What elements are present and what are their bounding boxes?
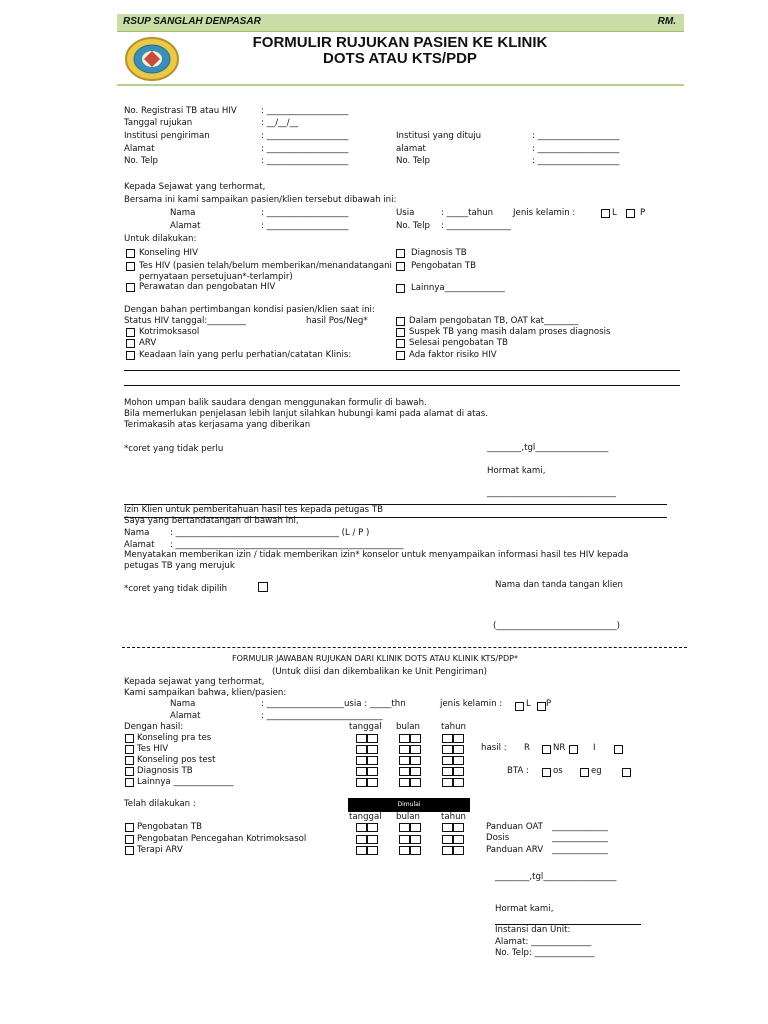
field-institusi-pengiriman[interactable]: : ___________________ <box>261 131 349 141</box>
result-row-date-box[interactable] <box>399 767 410 776</box>
dengan-hasil: Dengan hasil: <box>124 722 184 732</box>
field-tgl-rujukan[interactable]: : __/__/__ <box>261 118 299 128</box>
label-l: L <box>612 208 617 218</box>
result-row-date-box[interactable] <box>453 734 464 743</box>
checkbox-bta-other[interactable] <box>622 768 631 777</box>
result-row-date-box[interactable] <box>442 745 453 754</box>
result-row-date-box[interactable] <box>442 767 453 776</box>
label-panduan-arv: Panduan ARV <box>486 845 544 855</box>
nama-ttd-klien: Nama dan tanda tangan klien <box>495 580 623 590</box>
result-row-date-box[interactable] <box>399 745 410 754</box>
treatment-row-label: Terapi ARV <box>137 845 183 855</box>
result-row-checkbox[interactable] <box>125 778 134 787</box>
form-title-line2: DOTS ATAU KTS/PDP <box>323 50 477 67</box>
checkbox-r[interactable] <box>542 745 551 754</box>
treatment-row-date-box[interactable] <box>399 823 410 832</box>
result-row-date-box[interactable] <box>410 734 421 743</box>
label-nama-jawab: Nama <box>170 699 196 709</box>
result-row-date-box[interactable] <box>442 756 453 765</box>
hospital-name: RSUP SANGLAH DENPASAR <box>123 16 261 27</box>
checkbox-arv[interactable] <box>126 339 135 348</box>
coret-note: *coret yang tidak perlu <box>124 444 224 454</box>
label-lainnya: Lainnya______________ <box>411 283 505 293</box>
checkbox-pengobatan-tb[interactable] <box>396 262 405 271</box>
label-bta: BTA : <box>507 766 529 776</box>
treatment-row-date-box[interactable] <box>367 846 378 855</box>
header-tahun-2: tahun <box>441 812 466 822</box>
checkbox-tes-hiv[interactable] <box>126 262 135 271</box>
treatment-row-date-box[interactable] <box>453 823 464 832</box>
result-row-label: Lainnya ______________ <box>137 777 234 787</box>
jawaban-greeting: Kepada sejawat yang terhormat, <box>124 677 265 687</box>
bila-text: Bila memerlukan penjelasan lebih lanjut silahkan hubungi kami pada alamat di atas. <box>124 409 488 419</box>
label-i: I <box>593 743 596 753</box>
field-no-telp-pasien[interactable]: : _______________ <box>441 221 512 231</box>
menyatakan-text: Menyatakan memberikan izin / tidak memberikan izin* konselor untuk menyampaikan informasi hasil tes HIV kepada <box>124 550 629 560</box>
label-perawatan-hiv: Perawatan dan pengobatan HIV <box>139 282 276 292</box>
label-jenis-jawab: jenis kelamin : <box>440 699 503 709</box>
field-no-telp[interactable]: : ___________________ <box>261 156 349 166</box>
label-tes-hiv-2: pernyataan persetujuan*-terlampir) <box>139 272 293 282</box>
label-r: R <box>524 743 530 753</box>
checkbox-lainnya[interactable] <box>396 284 405 293</box>
label-panduan-oat: Panduan OAT <box>486 822 543 832</box>
label-dalam-pengobatan: Dalam pengobatan TB, OAT kat________ <box>409 316 579 326</box>
result-row-date-box[interactable] <box>356 767 367 776</box>
checkbox-suspek-tb[interactable] <box>396 328 405 337</box>
field-dosis[interactable]: _____________ <box>552 833 608 843</box>
dimulai-bar: Dimulai <box>348 798 470 812</box>
label-alamat-pasien: Alamat <box>170 221 201 231</box>
treatment-row-date-box[interactable] <box>367 835 378 844</box>
label-hasil: hasil : <box>481 743 507 753</box>
result-row-label: Diagnosis TB <box>137 766 193 776</box>
result-row-date-box[interactable] <box>453 745 464 754</box>
result-row-date-box[interactable] <box>453 767 464 776</box>
coret-dipilih: *coret yang tidak dipilih <box>124 584 228 594</box>
label-jenis-kelamin: Jenis kelamin : <box>513 208 576 218</box>
result-row-label: Konseling pos test <box>137 755 216 765</box>
telp-jawab-footer[interactable]: No. Telp: ______________ <box>495 948 595 958</box>
treatment-row-date-box[interactable] <box>410 846 421 855</box>
mohon-text: Mohon umpan balik saudara dengan menggunakan formulir di bawah. <box>124 398 427 408</box>
treatment-row-checkbox[interactable] <box>125 823 134 832</box>
izin-title: Izin Klien untuk pemberitahuan hasil tes kepada petugas TB <box>124 505 383 515</box>
field-institusi-dituju[interactable]: : ___________________ <box>532 131 620 141</box>
checkbox-i[interactable] <box>614 745 623 754</box>
label-keadaan-lain: Keadaan lain yang perlu perhatian/catatan Klinis: <box>139 350 352 360</box>
field-no-reg[interactable]: : ___________________ <box>261 106 349 116</box>
treatment-row-date-box[interactable] <box>399 846 410 855</box>
treatment-row-date-box[interactable] <box>442 835 453 844</box>
kami-text: Kami sampaikan bahwa, klien/pasien: <box>124 688 287 698</box>
field-alamat-pasien[interactable]: : ___________________ <box>261 221 349 231</box>
field-alamat-jawab[interactable]: : ___________________________ <box>261 711 383 721</box>
label-pengobatan-tb: Pengobatan TB <box>411 261 477 271</box>
result-row-date-box[interactable] <box>399 778 410 787</box>
label-alamat: Alamat <box>124 144 155 154</box>
treatment-row-date-box[interactable] <box>410 823 421 832</box>
field-usia[interactable]: : _____tahun <box>441 208 494 218</box>
label-arv: ARV <box>139 338 157 348</box>
checkbox-diagnosis-tb[interactable] <box>396 249 405 258</box>
result-row-date-box[interactable] <box>367 745 378 754</box>
field-alamat-klien[interactable]: : _____________________________________________________ <box>170 540 404 550</box>
label-selesai-pengobatan: Selesai pengobatan TB <box>409 338 508 348</box>
field-alamat[interactable]: : ___________________ <box>261 144 349 154</box>
label-tes-hiv: Tes HIV (pasien telah/belum memberikan/menandatangani <box>139 261 392 271</box>
header-bulan: bulan <box>396 722 421 732</box>
result-row-date-box[interactable] <box>356 734 367 743</box>
label-alamat-dituju: alamat <box>396 144 426 154</box>
label-p-jawab: P <box>546 699 552 709</box>
label-nama-klien: Nama <box>124 528 150 538</box>
tgl-jawab[interactable]: ________,tgl_________________ <box>495 872 617 882</box>
field-nama-klien[interactable]: : ______________________________________ (L / P ) <box>170 528 370 538</box>
checkbox-bta-pos[interactable] <box>542 768 551 777</box>
result-row-date-box[interactable] <box>356 778 367 787</box>
checkbox-perawatan-hiv[interactable] <box>126 283 135 292</box>
checkbox-p[interactable] <box>626 209 635 218</box>
pertimbangan-intro: Dengan bahan pertimbangan kondisi pasien/klien saat ini: <box>124 305 375 315</box>
result-row-label: Tes HIV <box>137 744 169 754</box>
result-row-label: Konseling pra tes <box>137 733 212 743</box>
result-row-date-box[interactable] <box>356 745 367 754</box>
field-no-telp-dituju[interactable]: : ___________________ <box>532 156 620 166</box>
label-kotrimoksasol: Kotrimoksasol <box>139 327 200 337</box>
checkbox-bta-neg[interactable] <box>580 768 589 777</box>
treatment-row-date-box[interactable] <box>453 846 464 855</box>
result-row-checkbox[interactable] <box>125 756 134 765</box>
checkbox-p-jawab[interactable] <box>537 702 546 711</box>
label-p: P <box>640 208 646 218</box>
label-no-telp: No. Telp <box>124 156 158 166</box>
result-row-date-box[interactable] <box>410 778 421 787</box>
field-panduan-oat[interactable]: _____________ <box>552 822 608 832</box>
treatment-row-date-box[interactable] <box>356 823 367 832</box>
cut-line <box>122 647 687 648</box>
result-row-date-box[interactable] <box>453 778 464 787</box>
checkbox-izin[interactable] <box>258 582 268 592</box>
treatment-row-label: Pengobatan Pencegahan Kotrimoksasol <box>137 833 307 844</box>
result-row-date-box[interactable] <box>453 756 464 765</box>
treatment-row-checkbox[interactable] <box>125 835 134 844</box>
hasil-pos-neg: hasil Pos/Neg* <box>306 316 368 326</box>
result-row-date-box[interactable] <box>356 756 367 765</box>
label-diagnosis-tb: Diagnosis TB <box>411 248 467 258</box>
field-nama[interactable]: : ___________________ <box>261 208 349 218</box>
checkbox-selesai-pengobatan[interactable] <box>396 339 405 348</box>
header-tahun: tahun <box>441 722 466 732</box>
label-usia: Usia <box>396 208 415 218</box>
notes-line-1[interactable] <box>124 370 680 371</box>
result-row-checkbox[interactable] <box>125 767 134 776</box>
label-neg: eg <box>591 766 602 776</box>
header-band <box>117 14 684 32</box>
result-row-date-box[interactable] <box>367 778 378 787</box>
result-row-date-box[interactable] <box>410 745 421 754</box>
label-l-jawab: L <box>526 699 531 709</box>
hospital-seal-icon <box>124 36 180 82</box>
result-row-checkbox[interactable] <box>125 745 134 754</box>
result-row-date-box[interactable] <box>399 734 410 743</box>
treatment-row-label: Pengobatan TB <box>137 822 203 832</box>
checkbox-nr[interactable] <box>569 745 578 754</box>
label-suspek-tb: Suspek TB yang masih dalam proses diagnosis <box>409 327 611 337</box>
intro-text: Bersama ini kami sampaikan pasien/klien tersebut dibawah ini: <box>124 195 397 205</box>
treatment-row-date-box[interactable] <box>453 835 464 844</box>
jawaban-title: FORMULIR JAWABAN RUJUKAN DARI KLINIK DOTS ATAU KLINIK KTS/PDP* <box>232 654 518 663</box>
treatment-row-date-box[interactable] <box>367 823 378 832</box>
hormat-kami: Hormat kami, <box>487 466 546 476</box>
jawaban-subtitle: (Untuk diisi dan dikembalikan ke Unit Pengiriman) <box>272 667 488 677</box>
ttd-paren[interactable]: (____________________________) <box>493 621 621 631</box>
label-institusi-pengiriman: Institusi pengiriman <box>124 131 210 141</box>
label-alamat-klien: Alamat <box>124 540 155 550</box>
label-tgl-rujukan: Tanggal rujukan <box>124 118 193 128</box>
treatment-row-date-box[interactable] <box>410 835 421 844</box>
label-nr: NR <box>553 743 566 753</box>
tgl-field[interactable]: ________,tgl_________________ <box>487 443 609 453</box>
instansi-unit: Instansi dan Unit: <box>495 925 571 935</box>
rm-label: RM. <box>657 16 676 27</box>
result-row-date-box[interactable] <box>367 756 378 765</box>
checkbox-l-jawab[interactable] <box>515 702 524 711</box>
label-alamat-jawab: Alamat <box>170 711 201 721</box>
label-no-reg: No. Registrasi TB atau HIV <box>124 106 237 116</box>
form-title-line1: FORMULIR RUJUKAN PASIEN KE KLINIK <box>252 34 548 51</box>
result-row-date-box[interactable] <box>367 767 378 776</box>
field-panduan-arv[interactable]: _____________ <box>552 845 608 855</box>
field-alamat-dituju[interactable]: : ___________________ <box>532 144 620 154</box>
checkbox-keadaan-lain[interactable] <box>126 351 135 360</box>
label-no-telp-pasien: No. Telp <box>396 221 430 231</box>
signature-line[interactable]: ______________________________ <box>487 488 616 498</box>
treatment-row-date-box[interactable] <box>442 823 453 832</box>
treatment-row-date-box[interactable] <box>356 835 367 844</box>
result-row-date-box[interactable] <box>399 756 410 765</box>
checkbox-konseling-hiv[interactable] <box>126 249 135 258</box>
checkbox-kotrimoksasol[interactable] <box>126 328 135 337</box>
label-institusi-dituju: Institusi yang dituju <box>396 131 482 141</box>
treatment-row-date-box[interactable] <box>356 846 367 855</box>
notes-line-2[interactable] <box>124 385 680 386</box>
result-row-date-box[interactable] <box>442 778 453 787</box>
treatment-row-checkbox[interactable] <box>125 846 134 855</box>
field-nama-jawab[interactable]: : __________________usia : _____thn <box>261 699 406 709</box>
alamat-jawab-footer[interactable]: Alamat: ______________ <box>495 937 592 947</box>
header-divider <box>117 84 684 86</box>
checkbox-l[interactable] <box>601 209 610 218</box>
label-konseling-hiv: Konseling HIV <box>139 248 198 258</box>
label-pos: os <box>553 766 563 776</box>
status-hiv[interactable]: Status HIV tanggal:_________ <box>124 316 246 326</box>
label-no-telp-dituju: No. Telp <box>396 156 430 166</box>
result-row-checkbox[interactable] <box>125 734 134 743</box>
header-tanggal: tanggal <box>349 722 382 732</box>
hormat-jawab: Hormat kami, <box>495 904 554 914</box>
result-row-date-box[interactable] <box>367 734 378 743</box>
label-faktor-risiko: Ada faktor risiko HIV <box>409 350 497 360</box>
header-tanggal-2: tanggal <box>349 812 382 822</box>
greeting: Kepada Sejawat yang terhormat, <box>124 182 266 192</box>
result-row-date-box[interactable] <box>410 767 421 776</box>
checkbox-dalam-pengobatan[interactable] <box>396 317 405 326</box>
treatment-row-date-box[interactable] <box>442 846 453 855</box>
result-row-date-box[interactable] <box>410 756 421 765</box>
saya-text: Saya yang bertandatangan di bawah ini, <box>124 516 299 526</box>
label-nama: Nama <box>170 208 196 218</box>
petugas-text: petugas TB yang merujuk <box>124 561 235 571</box>
label-dosis: Dosis <box>486 833 510 843</box>
treatment-row-date-box[interactable] <box>399 835 410 844</box>
result-row-date-box[interactable] <box>442 734 453 743</box>
untuk-dilakukan: Untuk dilakukan: <box>124 234 197 244</box>
telah-dilakukan: Telah dilakukan : <box>124 799 196 809</box>
checkbox-faktor-risiko[interactable] <box>396 351 405 360</box>
header-bulan-2: bulan <box>396 812 421 822</box>
terima-text: Terimakasih atas kerjasama yang diberikan <box>124 420 311 430</box>
